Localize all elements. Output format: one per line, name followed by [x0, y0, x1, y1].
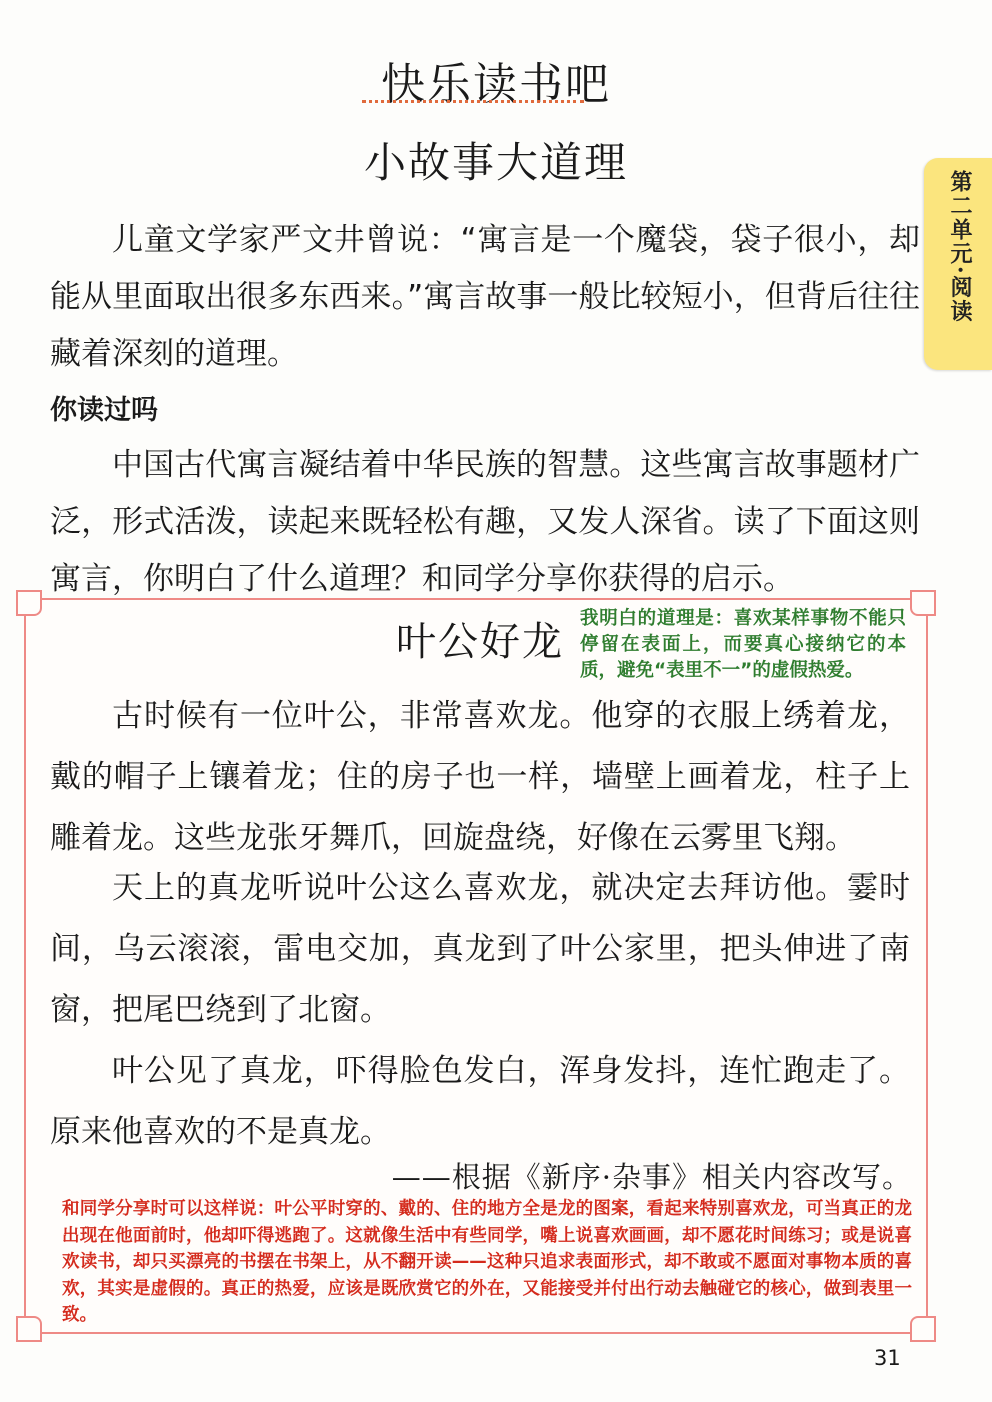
- story-box-corner: [16, 1316, 42, 1342]
- page-title: 快乐读书吧: [381, 59, 611, 110]
- section-heading: 你读过吗: [50, 395, 158, 426]
- page-number: 31: [874, 1346, 901, 1370]
- handwritten-note-red: 和同学分享时可以这样说：叶公平时穿的、戴的、住的地方全是龙的图案，看起来特别喜欢龙，可当真正的龙出现在他面前时，他却吓得逃跑了。这就像生活中有些同学，嘴上说喜欢画画，却不愿花时间练习；或是说喜欢读书，却只买漂亮的书摆在书架上，从不翻开读——这种只追求表面形式，却不敢或不愿面对事物本质的喜欢，其实是虚假的。真正的热爱，应该是既欣赏它的外在，又能接受并付出行动去触碰它的核心，做到表里一致。: [62, 1199, 912, 1325]
- story-source: ——根据《新序·杂事》相关内容改写。: [391, 1160, 912, 1194]
- story-box-corner: [910, 590, 936, 616]
- intro-paragraph: 儿童文学家严文井曾说：“寓言是一个魔袋，袋子很小，却能从里面取出很多东西来。”寓言故事一般比较短小，但背后往往藏着深刻的道理。: [50, 222, 920, 372]
- story-paragraph: 叶公见了真龙，吓得脸色发白，浑身发抖，连忙跑走了。原来他喜欢的不是真龙。: [50, 1053, 910, 1150]
- section-paragraph: 中国古代寓言凝结着中华民族的智慧。这些寓言故事题材广泛，形式活泼，读起来既轻松有趣，又发人深省。读了下面这则寓言，你明白了什么道理？和同学分享你获得的启示。: [50, 447, 920, 597]
- story-paragraph: 天上的真龙听说叶公这么喜欢龙，就决定去拜访他。霎时间，乌云滚滚，雷电交加，真龙到了叶公家里，把头伸进了南窗，把尾巴绕到了北窗。: [50, 870, 910, 1028]
- story-box-corner: [16, 590, 42, 616]
- story-title: 叶公好龙: [396, 619, 564, 665]
- story-box-corner: [910, 1316, 936, 1342]
- unit-side-tab-label: 第二单元·阅读: [947, 170, 973, 324]
- handwritten-note-green: 我明白的道理是：喜欢某样事物不能只停留在表面上，而要真心接纳它的本质，避免“表里不一”的虚假热爱。: [580, 608, 906, 681]
- title-underline: [362, 100, 584, 103]
- story-paragraph: 古时候有一位叶公，非常喜欢龙。他穿的衣服上绣着龙，戴的帽子上镶着龙；住的房子也一样，墙壁上画着龙，柱子上雕着龙。这些龙张牙舞爪，回旋盘绕，好像在云雾里飞翔。: [50, 698, 910, 856]
- page-subtitle: 小故事大道理: [363, 138, 628, 187]
